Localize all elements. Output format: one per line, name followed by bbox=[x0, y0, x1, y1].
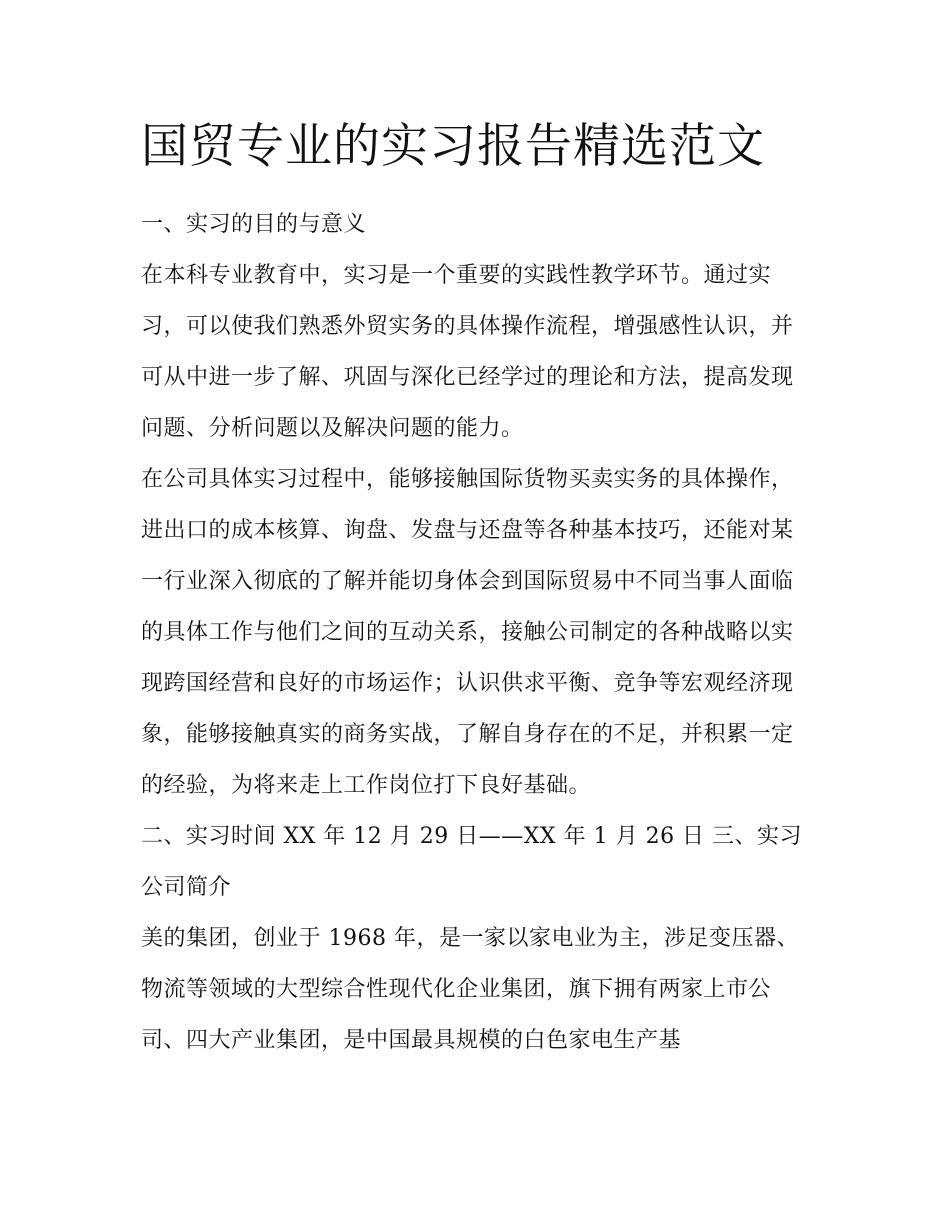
section-heading-time-company: 二、实习时间 XX 年 12 月 29 日——XX 年 1 月 26 日 三、实习公司简介 bbox=[141, 824, 803, 900]
document-body bbox=[141, 199, 813, 1066]
body-paragraph: 在本科专业教育中，实习是一个重要的实践性教学环节。通过实习，可以使我们熟悉外贸实务的具体操作流程，增强感性认识，并可从中进一步了解、巩固与深化已经学过的理论和方法，提高发现问题、分析问题以及解决问题的能力。 bbox=[141, 263, 794, 441]
body-paragraph: 美的集团，创业于 1968 年，是一家以家电业为主，涉足变压器、物流等领域的大型综合性现代化企业集团，旗下拥有两家上市公司、四大产业集团，是中国最具规模的白色家电生产基 bbox=[141, 926, 799, 1053]
section-heading-purpose: 一、实习的目的与意义 bbox=[141, 212, 367, 237]
document-title: 国贸专业的实习报告精选范文 bbox=[141, 119, 765, 174]
body-paragraph: 在公司具体实习过程中，能够接触国际货物买卖实务的具体操作，进出口的成本核算、询盘、发盘与还盘等各种基本技巧，还能对某一行业深入彻底的了解并能切身体会到国际贸易中不同当事人面临的具体工作与他们之间的互动关系，接触公司制定的各种战略以实现跨国经营和良好的市场运作；认识供求平衡、竞争等宏观经济现象，能够接触真实的商务实战，了解自身存在的不足，并积累一定的经验，为将来走上工作岗位打下良好基础。 bbox=[141, 467, 794, 798]
